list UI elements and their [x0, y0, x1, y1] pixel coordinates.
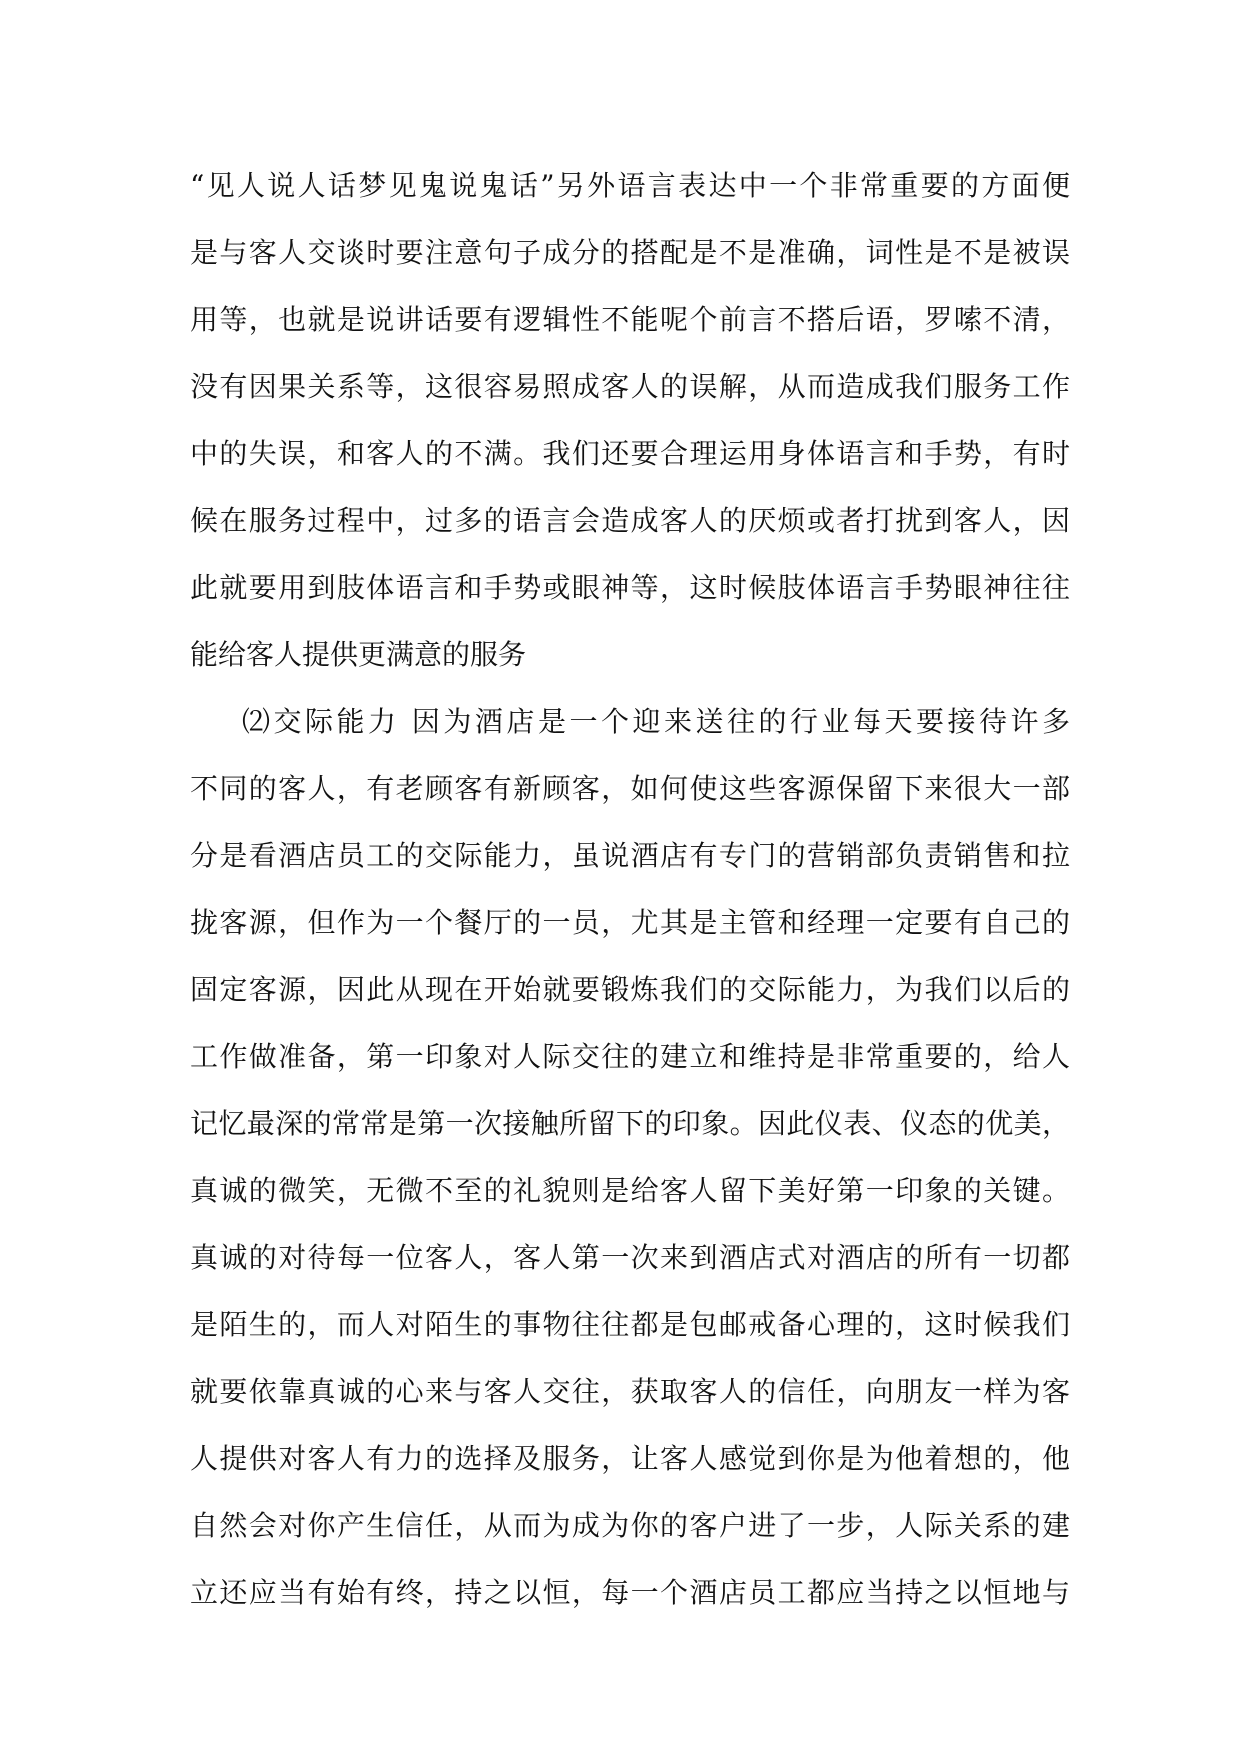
text-line: 是陌生的，而人对陌生的事物往往都是包邮戒备心理的，这时候我们 [190, 1308, 1070, 1341]
text-line: 是与客人交谈时要注意句子成分的搭配是不是准确，词性是不是被误 [190, 236, 1070, 269]
text-line: 用等，也就是说讲话要有逻辑性不能呢个前言不搭后语，罗嗦不清， [190, 303, 1070, 336]
text-line: 能给客人提供更满意的服务 [190, 638, 527, 671]
body-text [190, 152, 1070, 1626]
text-line: “见人说人话梦见鬼说鬼话”另外语言表达中一个非常重要的方面便 [190, 169, 1070, 202]
section-heading-line: ⑵交际能力 因为酒店是一个迎来送往的行业每天要接待许多 [242, 705, 1070, 738]
text-line: 记忆最深的常常是第一次接触所留下的印象。因此仪表、仪态的优美， [190, 1107, 1070, 1140]
text-line: 固定客源，因此从现在开始就要锻炼我们的交际能力，为我们以后的 [190, 973, 1070, 1006]
text-line: 真诚的微笑，无微不至的礼貌则是给客人留下美好第一印象的关键。 [190, 1174, 1070, 1207]
text-line: 就要依靠真诚的心来与客人交往，获取客人的信任，向朋友一样为客 [190, 1375, 1070, 1408]
text-line: 人提供对客人有力的选择及服务，让客人感觉到你是为他着想的，他 [190, 1442, 1070, 1475]
text-line: 此就要用到肢体语言和手势或眼神等，这时候肢体语言手势眼神往往 [190, 571, 1070, 604]
text-line: 没有因果关系等，这很容易照成客人的误解，从而造成我们服务工作 [190, 370, 1070, 403]
text-line: 分是看酒店员工的交际能力，虽说酒店有专门的营销部负责销售和拉 [190, 839, 1070, 872]
text-line: 不同的客人，有老顾客有新顾客，如何使这些客源保留下来很大一部 [190, 772, 1070, 805]
text-line: 真诚的对待每一位客人，客人第一次来到酒店式对酒店的所有一切都 [190, 1241, 1070, 1274]
text-line: 候在服务过程中，过多的语言会造成客人的厌烦或者打扰到客人，因 [190, 504, 1070, 537]
text-line: 立还应当有始有终，持之以恒，每一个酒店员工都应当持之以恒地与 [190, 1576, 1070, 1609]
text-line: 工作做准备，第一印象对人际交往的建立和维持是非常重要的，给人 [190, 1040, 1070, 1073]
text-line: 自然会对你产生信任，从而为成为你的客户进了一步，人际关系的建 [190, 1509, 1070, 1542]
text-line: 中的失误，和客人的不满。我们还要合理运用身体语言和手势，有时 [190, 437, 1070, 470]
text-line: 拢客源，但作为一个餐厅的一员，尤其是主管和经理一定要有自己的 [190, 906, 1070, 939]
